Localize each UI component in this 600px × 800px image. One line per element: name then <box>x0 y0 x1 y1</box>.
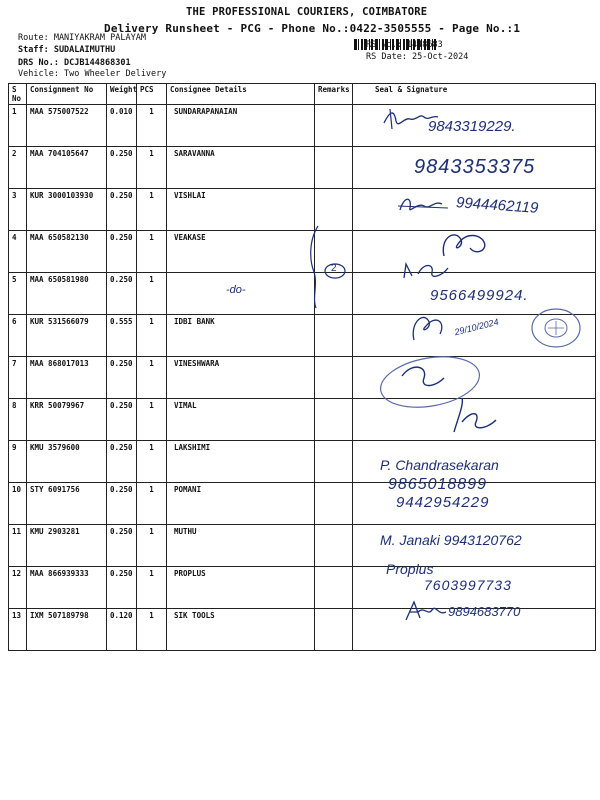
date-row-6: 29/10/2024 <box>453 316 500 338</box>
consignment-cell: STY 6091756 <box>27 483 107 525</box>
consignment-cell: KUR 531566079 <box>27 315 107 357</box>
route-label: Route: MANIYAKRAM PALAYAM <box>18 33 146 43</box>
pcs-cell: 1 <box>137 399 167 441</box>
signature-row-5 <box>398 258 478 284</box>
consignment-cell: MAA 575007522 <box>27 105 107 147</box>
remarks-cell <box>315 441 353 483</box>
runsheet-subtitle: Delivery Runsheet - PCG - Phone No.:0422-3505555 - Page No.:1 <box>104 22 521 35</box>
pcs-cell: 1 <box>137 315 167 357</box>
consignee-name: VINESHWARA <box>174 359 220 368</box>
pcs-cell: 1 <box>137 231 167 273</box>
consignee-name: SARAVANNA <box>174 149 215 158</box>
signature-row-4 <box>436 226 496 262</box>
sno-cell: 6 <box>9 315 27 357</box>
pcs-cell: 1 <box>137 357 167 399</box>
consignee-cell <box>167 441 315 483</box>
consignment-cell: MAA 866939333 <box>27 567 107 609</box>
consignment-cell: KUR 3000103930 <box>27 189 107 231</box>
phone-row-1: 9843319229. <box>428 118 516 135</box>
remarks-cell <box>315 147 353 189</box>
phone2-row-10: 9442954229 <box>396 494 490 511</box>
pcs-cell: 1 <box>137 147 167 189</box>
consignee-cell <box>167 315 315 357</box>
consignee-name: LAKSHIMI <box>174 443 211 452</box>
sno-cell: 2 <box>9 147 27 189</box>
consignee-cell <box>167 525 315 567</box>
sno-cell: 10 <box>9 483 27 525</box>
table-row <box>9 357 596 399</box>
sno-cell: 11 <box>9 525 27 567</box>
consignment-cell: MAA 650582130 <box>27 231 107 273</box>
consignee-name: VEAKASE <box>174 233 206 242</box>
remarks-cell <box>315 483 353 525</box>
phone-row-3: 9944462119 <box>455 194 539 217</box>
vehicle-label: Vehicle: Two Wheeler Delivery <box>18 69 167 79</box>
phone-row-5: 9566499924. <box>430 287 529 304</box>
consignment-cell: KMU 2903281 <box>27 525 107 567</box>
ditto-row-5: -do- <box>226 284 246 296</box>
rs-date: RS Date: 25-Oct-2024 <box>366 52 469 62</box>
pcs-cell: 1 <box>137 273 167 315</box>
consignee-name: SIK TOOLS <box>174 611 215 620</box>
weight-cell: 0.250 <box>107 567 137 609</box>
company-title: THE PROFESSIONAL COURIERS, COIMBATORE <box>186 6 428 18</box>
consignee-cell <box>167 483 315 525</box>
name-row-12: Proplus <box>386 561 434 577</box>
staff-label: Staff: SUDALAIMUTHU <box>18 45 116 55</box>
remarks-cell <box>315 567 353 609</box>
phone-row-13: 9894683770 <box>448 604 521 619</box>
sno-cell: 3 <box>9 189 27 231</box>
weight-cell: 0.250 <box>107 231 137 273</box>
weight-cell: 0.250 <box>107 189 137 231</box>
remarks-cell <box>315 609 353 651</box>
consignee-cell <box>167 147 315 189</box>
sno-cell: 1 <box>9 105 27 147</box>
col-header-weight: Weight <box>107 84 137 105</box>
phone1-row-10: 9865018899 <box>388 476 487 493</box>
sno-cell: 13 <box>9 609 27 651</box>
weight-cell: 0.250 <box>107 483 137 525</box>
weight-cell: 0.250 <box>107 147 137 189</box>
consignee-name: SUNDARAPANAIAN <box>174 107 238 116</box>
phone-row-12: 7603997733 <box>424 577 512 593</box>
col-header-consignment: Consignment No <box>27 84 107 105</box>
name-phone-row-11: M. Janaki 9943120762 <box>380 532 522 548</box>
weight-cell: 0.010 <box>107 105 137 147</box>
rs-number: RS No.: 1448683 <box>366 40 443 50</box>
weight-cell: 0.250 <box>107 525 137 567</box>
weight-cell: 0.250 <box>107 399 137 441</box>
remarks-cell <box>315 105 353 147</box>
sno-cell: 8 <box>9 399 27 441</box>
consignee-name: PROPLUS <box>174 569 206 578</box>
consignment-cell: KMU 3579600 <box>27 441 107 483</box>
consignment-cell: MAA 650581980 <box>27 273 107 315</box>
pcs-cell: 1 <box>137 609 167 651</box>
runsheet-header <box>0 0 600 82</box>
weight-cell: 0.250 <box>107 441 137 483</box>
signature-row-3 <box>396 192 451 218</box>
consignee-cell <box>167 567 315 609</box>
remarks-cell <box>315 315 353 357</box>
signature-row-8 <box>446 392 506 438</box>
table-row <box>9 483 596 525</box>
sno-cell: 4 <box>9 231 27 273</box>
col-header-signature: Seal & Signature <box>353 84 596 105</box>
weight-cell: 0.250 <box>107 273 137 315</box>
drs-number: DRS No.: DCJB144868301 <box>18 58 131 68</box>
consignee-name: IDBI BANK <box>174 317 215 326</box>
consignee-name: POMANI <box>174 485 202 494</box>
phone-row-2: 9843353375 <box>414 156 536 178</box>
consignment-cell: MAA 868017013 <box>27 357 107 399</box>
signature-row-13 <box>402 596 452 626</box>
consignment-cell: MAA 704105647 <box>27 147 107 189</box>
remarks-cell <box>315 399 353 441</box>
consignee-cell <box>167 189 315 231</box>
remarks-cell <box>315 525 353 567</box>
weight-cell: 0.120 <box>107 609 137 651</box>
pcs-cell: 1 <box>137 189 167 231</box>
barcode-bar <box>358 39 359 50</box>
consignee-cell <box>167 105 315 147</box>
table-row <box>9 315 596 357</box>
sno-cell: 12 <box>9 567 27 609</box>
consignee-cell <box>167 399 315 441</box>
table-row <box>9 441 596 483</box>
pcs-cell: 1 <box>137 525 167 567</box>
col-header-sno: S No <box>9 84 27 105</box>
col-header-remarks: Remarks <box>315 84 353 105</box>
bank-stamp-row-6 <box>528 306 586 352</box>
pcs-cell: 1 <box>137 567 167 609</box>
consignee-cell <box>167 357 315 399</box>
remarks-cell <box>315 357 353 399</box>
consignee-name: MUTHU <box>174 527 197 536</box>
consignee-cell <box>167 231 315 273</box>
pcs-cell: 1 <box>137 483 167 525</box>
consignment-cell: KRR 50079967 <box>27 399 107 441</box>
table-header-row <box>9 84 596 105</box>
consignment-cell: IXM 507189798 <box>27 609 107 651</box>
sno-cell: 5 <box>9 273 27 315</box>
weight-cell: 0.555 <box>107 315 137 357</box>
barcode-bar <box>354 39 357 50</box>
pcs-cell: 1 <box>137 105 167 147</box>
sno-cell: 7 <box>9 357 27 399</box>
remark-number-row-5: 2 <box>331 263 337 274</box>
table-row <box>9 399 596 441</box>
sno-cell: 9 <box>9 441 27 483</box>
consignee-cell <box>167 609 315 651</box>
consignee-name: VIMAL <box>174 401 197 410</box>
consignee-name: VISHLAI <box>174 191 206 200</box>
col-header-pcs: PCS <box>137 84 167 105</box>
signature-row-6 <box>406 306 456 346</box>
barcode-bar <box>361 39 363 50</box>
col-header-consignee: Consignee Details <box>167 84 315 105</box>
weight-cell: 0.250 <box>107 357 137 399</box>
pcs-cell: 1 <box>137 441 167 483</box>
name-row-10: P. Chandrasekaran <box>380 457 499 473</box>
